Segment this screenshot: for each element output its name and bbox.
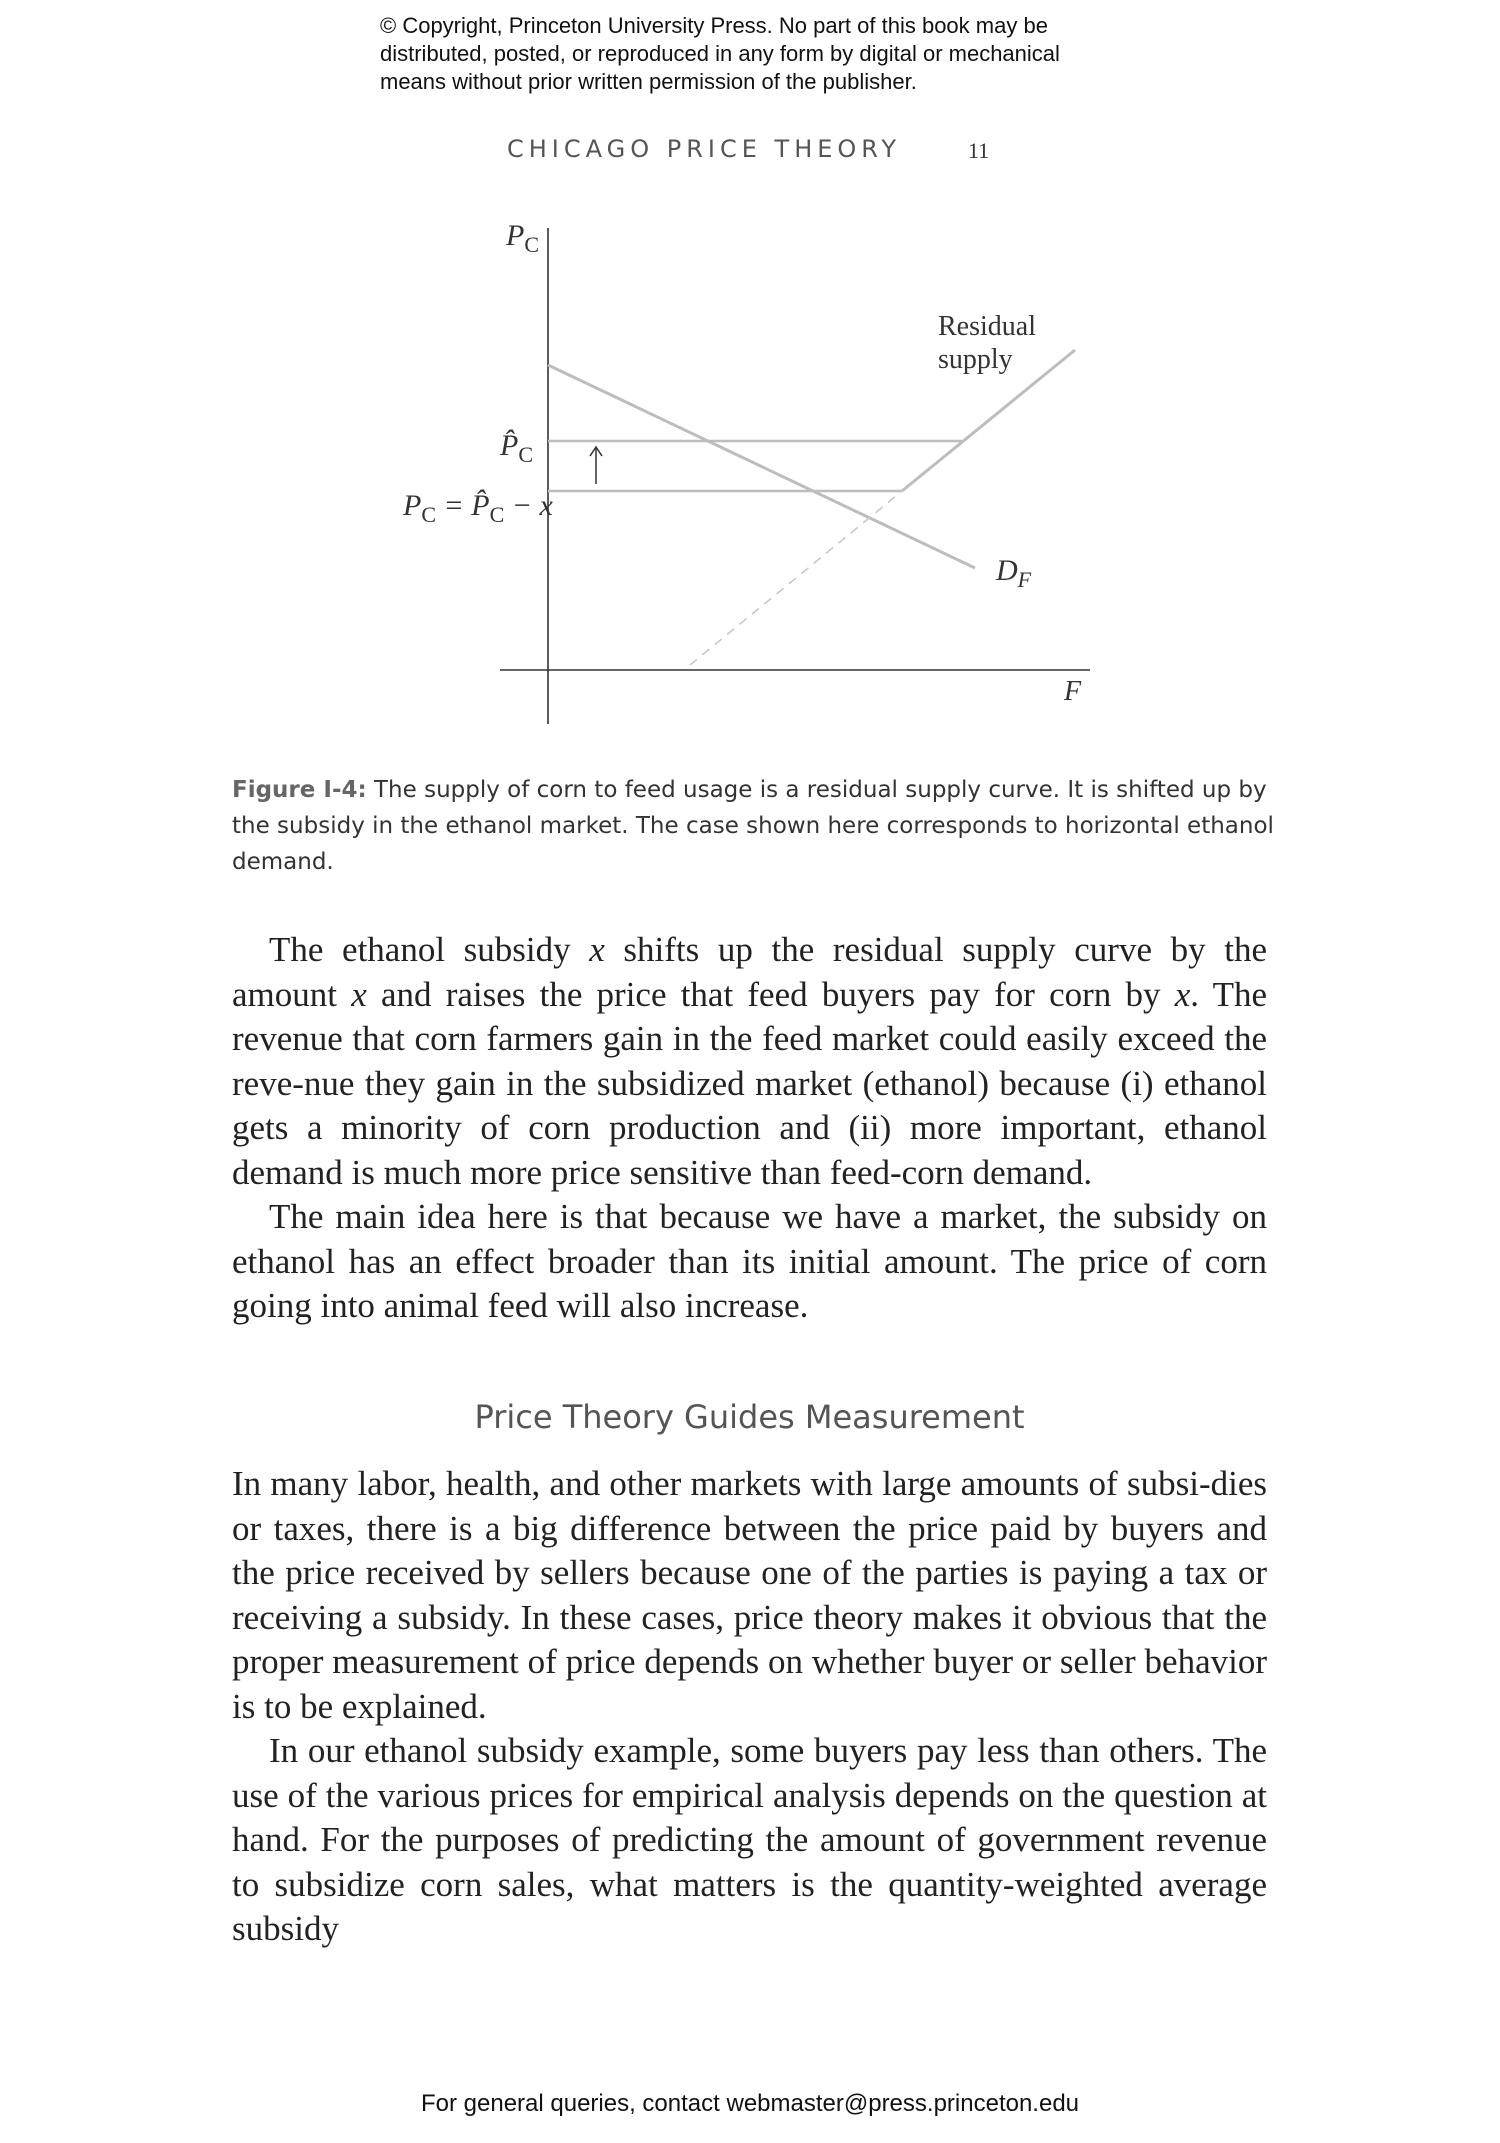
- demand-label: $D_F$: [996, 554, 1032, 592]
- running-head: CHICAGO PRICE THEORY: [507, 135, 902, 163]
- caption-text: The supply of corn to feed usage is a residual supply curve. It is shifted up by the subsidy in the ethanol market. The case shown here corresponds to horizontal ethanol demand.: [232, 777, 1274, 875]
- demand-curve: [548, 365, 975, 568]
- copyright-line: © Copyright, Princeton University Press. No part of this book may be: [380, 13, 1048, 38]
- copyright-line: means without prior written permission of the publisher.: [380, 69, 917, 94]
- footer-contact: For general queries, contact webmaster@press.princeton.edu: [420, 2090, 1080, 2117]
- page-number: 11: [968, 138, 990, 163]
- figure-caption: [232, 772, 1282, 880]
- body-paragraph: In our ethanol subsidy example, some buyers pay less than others. The use of the various prices for empirical analysis depends on the question at hand. For the purposes of predicting the amount of government revenue to subsidize corn sales, what matters is the quantity-weighted average subsidy: [232, 1731, 1267, 1948]
- y-axis-label: $P_C$: [506, 219, 540, 257]
- subsidized-price-label: $P_C$ = $P̂_C - x$: [403, 489, 553, 527]
- residual-supply-label: supply: [938, 344, 1013, 375]
- body-paragraph: The ethanol subsidy x shifts up the residual supply curve by the amount x and raises the price that feed buyers pay for corn by x. The revenue that corn farmers gain in the feed market could easily exceed the reve-nue they gain in the subsidized market (ethanol) because (i) ethanol gets a minority of corn production and (ii) more important, ethanol demand is much more price sensitive than feed-corn demand.: [232, 930, 1267, 1192]
- residual-supply-label: Residual: [938, 311, 1036, 342]
- figure-residual-supply: [0, 0, 1500, 760]
- copyright-line: distributed, posted, or reproduced in any form by digital or mechanical: [380, 41, 1060, 66]
- x-axis-label: F: [1064, 676, 1082, 707]
- shift-arrow: [590, 447, 602, 484]
- caption-label: Figure I-4:: [232, 777, 367, 803]
- body-paragraph: The main idea here is that because we have a market, the subsidy on ethanol has an effect broader than its initial amount. The price of corn going into animal feed will also increase.: [232, 1197, 1267, 1325]
- phat-label: $P̂_C$: [500, 429, 534, 467]
- section-heading: Price Theory Guides Measurement: [474, 1398, 1025, 1436]
- body-paragraph: In many labor, health, and other markets with large amounts of subsi-dies or taxes, there is a big difference between the price paid by buyers and the price received by sellers because one of the parties is paying a tax or receiving a subsidy. In these cases, price theory makes it obvious that the proper measurement of price depends on whether buyer or seller behavior is to be explained.: [232, 1464, 1267, 1726]
